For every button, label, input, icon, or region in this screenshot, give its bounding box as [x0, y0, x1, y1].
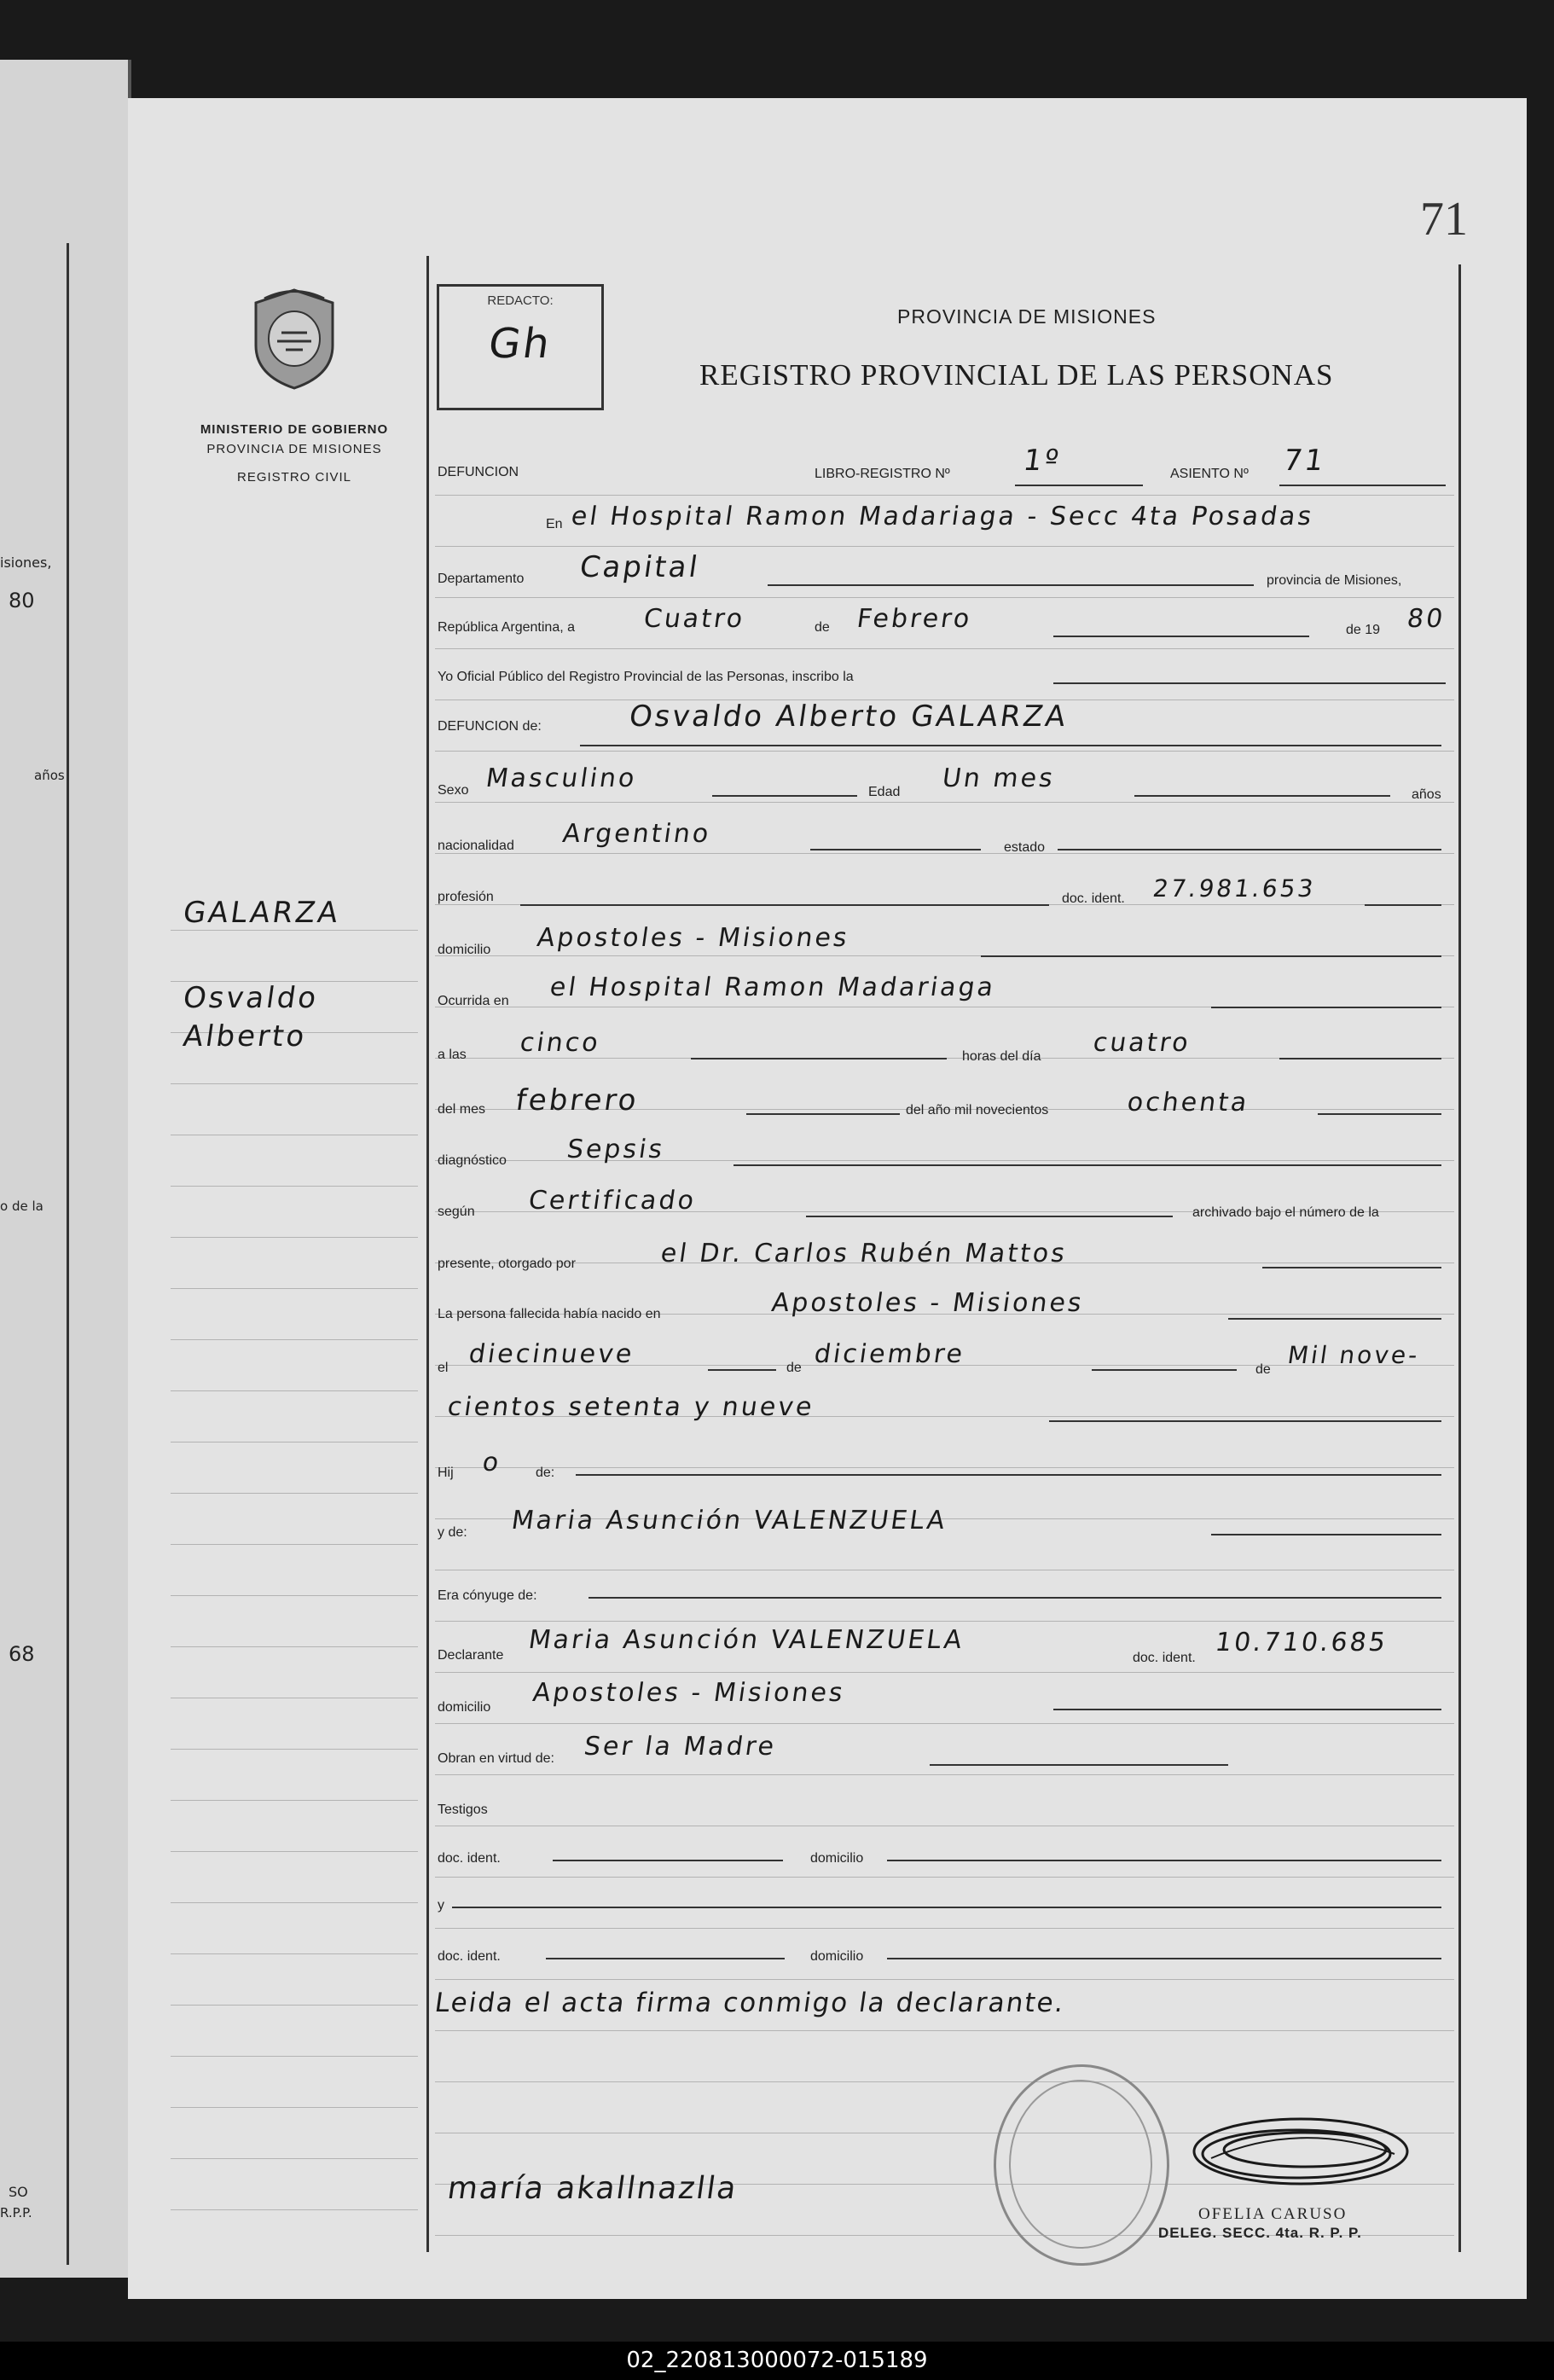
ruled-line [171, 1544, 418, 1545]
fecha-dia-value: Cuatro [641, 604, 747, 634]
sexo-value: Masculino [484, 763, 639, 793]
segun-underline [806, 1216, 1173, 1217]
asiento-value: 71 [1281, 444, 1329, 478]
edad-label: Edad [868, 785, 901, 799]
ruled-line [171, 2005, 418, 2006]
oficial-underline [1053, 682, 1446, 684]
del-anio-value: ochenta [1125, 1088, 1251, 1117]
testigos-label: Testigos [438, 1802, 488, 1817]
libro-label: LIBRO-REGISTRO Nº [815, 467, 950, 481]
testigo1-doc-underline [553, 1860, 783, 1861]
ruled-line [435, 802, 1454, 803]
diagnostico-underline [734, 1164, 1441, 1166]
nacido-value: Apostoles - Misiones [769, 1288, 1087, 1318]
segun-value: Certificado [526, 1186, 699, 1216]
ruled-line [171, 1390, 418, 1391]
domicilio-label: domicilio [438, 943, 491, 957]
ruled-line [435, 1621, 1454, 1622]
image-id-footer: 02_220813000072-015189 [0, 2342, 1554, 2380]
republica-label: República Argentina, a [438, 620, 575, 635]
libro-underline [1015, 485, 1143, 486]
ruled-line [171, 1442, 418, 1443]
ruled-line [435, 1877, 1454, 1878]
ruled-line [435, 546, 1454, 547]
nac-el-label: el [438, 1361, 449, 1375]
official-title: DELEG. SECC. 4ta. R. P. P. [1158, 2225, 1362, 2241]
redacto-label: REDACTO: [487, 293, 554, 308]
obran-value: Ser la Madre [582, 1732, 779, 1762]
testigo-y-label: y [438, 1898, 444, 1913]
ruled-line [171, 1749, 418, 1750]
official-name: OFELIA CARUSO [1198, 2205, 1348, 2223]
declarante-doc-value: 10.710.685 [1213, 1628, 1390, 1657]
ruled-line [435, 1774, 1454, 1775]
hijo-de-label: de: [536, 1466, 555, 1480]
left-page-text: años [34, 768, 65, 783]
del-mes-label: del mes [438, 1102, 486, 1117]
obran-label: Obran en virtud de: [438, 1751, 554, 1766]
defuncion-label: DEFUNCION [438, 465, 519, 479]
redacto-initials: Gh [485, 320, 555, 368]
nac-anio-underline [1049, 1420, 1441, 1422]
official-seal-inner-ring [1009, 2080, 1152, 2249]
province-heading: PROVINCIA DE MISIONES [897, 305, 1157, 328]
nacionalidad-label: nacionalidad [438, 839, 514, 853]
en-value: el Hospital Ramon Madariaga - Secc 4ta Posadas [569, 502, 1316, 531]
departamento-label: Departamento [438, 572, 525, 586]
presente-value: el Dr. Carlos Rubén Mattos [658, 1239, 1070, 1268]
ruled-line [435, 1467, 1454, 1468]
ruled-line [435, 495, 1454, 496]
declarante-domicilio-label: domicilio [438, 1700, 491, 1715]
ruled-line [435, 597, 1454, 598]
ruled-line [171, 2158, 418, 2159]
ruled-line [171, 930, 418, 931]
declarante-domicilio-underline [1053, 1709, 1441, 1710]
nac-anio-value-1: Mil nove- [1285, 1341, 1422, 1369]
nac-dia-value: diecinueve [467, 1339, 636, 1369]
sexo-underline [712, 795, 857, 797]
ruled-line [171, 1083, 418, 1084]
anos-label: años [1412, 787, 1441, 802]
provincia-label: provincia de Misiones, [1267, 573, 1402, 588]
declarante-domicilio-value: Apostoles - Misiones [531, 1678, 848, 1708]
del-mes-underline [746, 1113, 900, 1115]
hijo-underline [576, 1474, 1441, 1476]
horas-dia-label: horas del día [962, 1049, 1041, 1064]
diagnostico-label: diagnóstico [438, 1153, 507, 1168]
edad-underline [1134, 795, 1390, 797]
ruled-line [171, 1646, 418, 1647]
a-las-label: a las [438, 1048, 467, 1062]
nac-de2-label: de [1255, 1362, 1271, 1377]
official-seal-stamp [994, 2064, 1169, 2266]
horas-dia-underline [1279, 1058, 1441, 1059]
ruled-line [171, 2056, 418, 2057]
presente-underline [1262, 1267, 1441, 1268]
ruled-line [171, 1800, 418, 1801]
left-page-text: o de la [0, 1199, 43, 1214]
ruled-line [435, 853, 1454, 854]
fecha-de-label: de [815, 620, 830, 635]
hijo-label: Hij [438, 1466, 454, 1480]
en-label: En [546, 517, 563, 531]
doc-ident-label: doc. ident. [1062, 891, 1125, 906]
fecha-de19-label: de 19 [1346, 623, 1381, 637]
testigo1-domicilio-label: domicilio [810, 1851, 864, 1866]
horas-dia-value: cuatro [1091, 1028, 1193, 1058]
left-page-text: isiones, [0, 554, 52, 571]
asiento-label: ASIENTO Nº [1170, 467, 1249, 481]
left-page [0, 60, 131, 2278]
edad-value: Un mes [940, 763, 1058, 793]
ruled-line [435, 1723, 1454, 1724]
testigo1-domicilio-underline [887, 1860, 1441, 1861]
ruled-line [171, 1339, 418, 1340]
hora-underline [691, 1058, 947, 1059]
testigo-y-underline [452, 1907, 1441, 1908]
ruled-line [435, 2081, 1454, 2082]
conyuge-label: Era cónyuge de: [438, 1588, 537, 1603]
nacionalidad-underline [810, 849, 981, 850]
left-page-text: 80 [9, 589, 35, 612]
del-anio-label: del año mil novecientos [906, 1103, 1049, 1117]
ruled-line [171, 1237, 418, 1238]
ruled-line [171, 1288, 418, 1289]
declarante-label: Declarante [438, 1648, 504, 1663]
obran-underline [930, 1764, 1228, 1766]
nacido-underline [1228, 1318, 1441, 1320]
nac-anio-value-2: cientos setenta y nueve [445, 1392, 817, 1422]
ruled-line [171, 1851, 418, 1852]
ruled-line [171, 1493, 418, 1494]
presente-label: presente, otorgado por [438, 1257, 576, 1271]
nacido-label: La persona fallecida había nacido en [438, 1307, 661, 1321]
diagnostico-value: Sepsis [565, 1135, 667, 1164]
left-page-text: 68 [9, 1642, 35, 1666]
deceased-name-value: Osvaldo Alberto GALARZA [627, 699, 1070, 734]
defuncion-de-label: DEFUNCION de: [438, 719, 542, 734]
doc-ident-value: 27.981.653 [1151, 874, 1318, 903]
left-page-text: R.P.P. [0, 2205, 32, 2220]
testigo1-doc-label: doc. ident. [438, 1851, 501, 1866]
profesion-label: profesión [438, 890, 494, 904]
nac-mes-underline [1092, 1369, 1237, 1371]
estado-label: estado [1004, 840, 1046, 855]
testigo2-domicilio-label: domicilio [810, 1949, 864, 1964]
domicilio-underline [981, 955, 1441, 957]
right-margin-line [1458, 264, 1461, 2252]
left-page-text: SO [9, 2184, 28, 2200]
ruled-line [435, 648, 1454, 649]
hijo-value: o [480, 1448, 503, 1477]
libro-value: 1º [1021, 444, 1064, 478]
del-anio-underline [1318, 1113, 1441, 1115]
hora-value: cinco [518, 1028, 603, 1058]
nacionalidad-value: Argentino [560, 819, 713, 849]
column-divider-line [426, 256, 429, 2252]
nac-de-label: de [786, 1361, 802, 1375]
domicilio-value: Apostoles - Misiones [535, 923, 852, 953]
conyuge-underline [589, 1597, 1441, 1599]
ruled-line [171, 2107, 418, 2108]
nac-mes-value: diciembre [812, 1339, 967, 1369]
coat-of-arms-icon [243, 286, 345, 392]
defuncion-de-underline [580, 745, 1441, 746]
margin-second-name: Alberto [181, 1019, 310, 1054]
profesion-underline [520, 904, 1049, 906]
testigo2-doc-underline [546, 1958, 785, 1959]
ocurrida-underline [1211, 1007, 1441, 1008]
ministry-line-2: PROVINCIA DE MISIONES [206, 442, 382, 456]
segun-label: según [438, 1205, 475, 1219]
ruled-line [171, 1902, 418, 1903]
asiento-underline [1279, 485, 1446, 486]
archivado-label: archivado bajo el número de la [1192, 1205, 1379, 1220]
fecha-anio-value: 80 [1405, 604, 1447, 634]
ministry-line-1: MINISTERIO DE GOBIERNO [200, 422, 389, 437]
ocurrida-value: el Hospital Ramon Madariaga [548, 972, 998, 1002]
testigo2-domicilio-underline [887, 1958, 1441, 1959]
left-margin-line [67, 243, 69, 2265]
madre-underline [1211, 1534, 1441, 1535]
ruled-line [435, 1928, 1454, 1929]
ruled-line [171, 2209, 418, 2210]
ministry-line-3: REGISTRO CIVIL [236, 470, 352, 485]
nac-dia-underline [708, 1369, 776, 1371]
ruled-line [171, 1953, 418, 1954]
ruled-line [435, 2030, 1454, 2031]
oficial-label: Yo Oficial Público del Registro Provincial de las Personas, inscribo la [438, 670, 854, 684]
margin-first-name: Osvaldo [181, 981, 322, 1015]
declarante-value: Maria Asunción VALENZUELA [526, 1625, 966, 1655]
madre-value: Maria Asunción VALENZUELA [509, 1506, 949, 1535]
leida-statement: Leida el acta firma conmigo la declarante. [432, 1988, 1068, 2018]
official-signature-scribble [1186, 2107, 1416, 2201]
declarante-signature: maría akallnazlla [445, 2171, 740, 2206]
ocurrida-label: Ocurrida en [438, 994, 509, 1008]
ruled-line [435, 1672, 1454, 1673]
departamento-value: Capital [577, 550, 703, 584]
fecha-mes-underline [1053, 636, 1309, 637]
testigo2-doc-label: doc. ident. [438, 1949, 501, 1964]
redacto-box [437, 284, 604, 410]
page-number: 71 [1420, 193, 1468, 246]
y-de-label: y de: [438, 1525, 467, 1540]
fecha-mes-value: Febrero [855, 604, 974, 634]
ruled-line [435, 1979, 1454, 1980]
ruled-line [171, 1595, 418, 1596]
margin-surname: GALARZA [181, 896, 343, 930]
declarante-doc-label: doc. ident. [1133, 1651, 1196, 1665]
estado-underline [1058, 849, 1441, 850]
ministry-heading [158, 422, 431, 485]
del-mes-value: febrero [513, 1083, 641, 1117]
registry-heading: REGISTRO PROVINCIAL DE LAS PERSONAS [699, 358, 1334, 392]
departamento-underline [768, 584, 1254, 586]
sexo-label: Sexo [438, 783, 469, 798]
ruled-line [171, 1186, 418, 1187]
ruled-line [435, 751, 1454, 752]
doc-ident-underline [1365, 904, 1441, 906]
